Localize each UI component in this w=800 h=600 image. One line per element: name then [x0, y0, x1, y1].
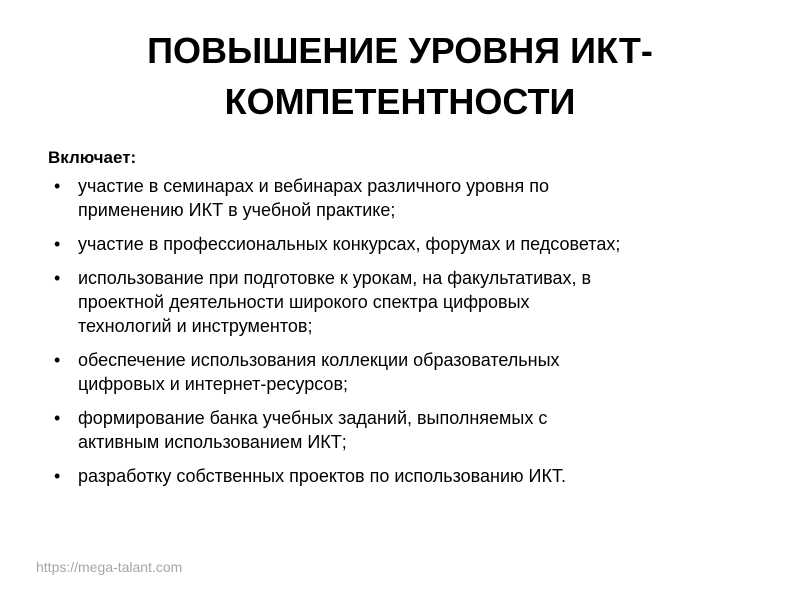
- list-item: [48, 464, 768, 488]
- bullet-icon: •: [54, 408, 61, 428]
- list-item-line: разработку собственных проектов по использованию ИКТ.: [78, 466, 566, 486]
- bullet-icon: •: [54, 268, 61, 288]
- list-item-line: применению ИКТ в учебной практике;: [78, 200, 396, 220]
- bullet-icon: •: [54, 176, 61, 196]
- slide-title: [60, 25, 740, 127]
- source-link[interactable]: https://mega-talant.com: [36, 559, 183, 575]
- list-item-line: использование при подготовке к урокам, на факультативах, в: [78, 268, 592, 288]
- list-item-line: цифровых и интернет-ресурсов;: [78, 374, 349, 394]
- list-item: [48, 266, 768, 338]
- list-item-line: обеспечение использования коллекции образовательных: [78, 350, 560, 370]
- bullet-list: [48, 174, 768, 488]
- slide-title-line-2: КОМПЕТЕНТНОСТИ: [224, 81, 576, 122]
- slide-content: [48, 146, 768, 498]
- list-item-line: технологий и инструментов;: [78, 316, 313, 336]
- intro-label: Включает:: [48, 148, 137, 167]
- list-item-line: формирование банка учебных заданий, выполняемых с: [78, 408, 548, 428]
- slide-title-line-1: ПОВЫШЕНИЕ УРОВНЯ ИКТ-: [147, 30, 653, 71]
- bullet-icon: •: [54, 234, 61, 254]
- list-item: [48, 174, 768, 222]
- list-item-line: проектной деятельности широкого спектра цифровых: [78, 292, 530, 312]
- bullet-icon: •: [54, 350, 61, 370]
- bullet-icon: •: [54, 466, 61, 486]
- list-item-line: участие в семинарах и вебинарах различного уровня по: [78, 176, 550, 196]
- list-item: [48, 348, 768, 396]
- list-item: [48, 406, 768, 454]
- list-item: [48, 232, 768, 256]
- list-item-line: активным использованием ИКТ;: [78, 432, 347, 452]
- list-item-line: участие в профессиональных конкурсах, форумах и педсоветах;: [78, 234, 621, 254]
